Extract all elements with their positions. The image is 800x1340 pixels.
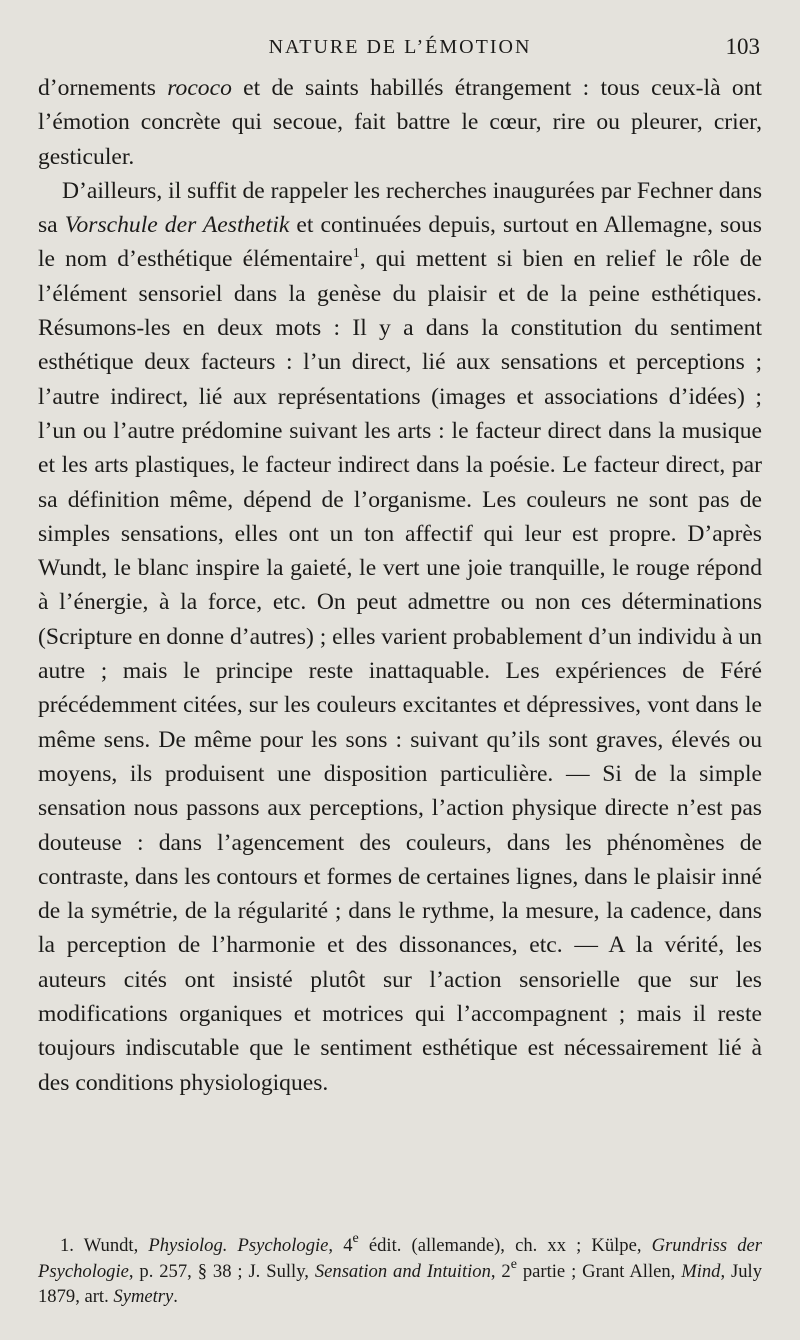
p2-italic-title: Vorschule der Aesthetik xyxy=(64,212,290,239)
page-number: 103 xyxy=(725,34,760,59)
fn-italic-5: Symetry xyxy=(113,1286,174,1307)
fn-text-2: , 4 xyxy=(328,1235,353,1256)
fn-text-1: 1. Wundt, xyxy=(60,1235,149,1256)
fn-italic-2: Grundriss der Psychologie xyxy=(38,1235,762,1282)
footnote-reference[interactable]: 1 xyxy=(352,246,360,262)
fn-text-3: édit. (allemande), ch. xx ; Külpe, xyxy=(358,1235,652,1256)
p1-italic-rococo: rococo xyxy=(167,75,232,101)
p1-text-2: et de saints habillés étrangement : tous ceux-là ont l’émotion concrète qui secoue, fait battre le cœur, rire ou pleurer, crier, gesticuler. xyxy=(38,75,762,170)
fn-text-7: , July 1879, art. xyxy=(38,1260,762,1307)
fn-text-5: , 2 xyxy=(490,1260,511,1282)
paragraph-1 xyxy=(38,71,762,174)
paragraph-2 xyxy=(38,174,762,1100)
fn-superscript-1: e xyxy=(352,1231,359,1246)
p2-text-2: et continuées depuis, surtout en Allemagne, sous le nom d’esthétique élémentaire xyxy=(38,212,762,273)
fn-italic-1: Physiolog. Psychologie xyxy=(148,1235,329,1256)
p1-text-1: d’ornements xyxy=(38,75,168,101)
fn-text-8: . xyxy=(173,1286,178,1307)
fn-text-4: , p. 257, § 38 ; J. Sully, xyxy=(128,1260,315,1282)
footnote-1 xyxy=(38,1233,762,1310)
fn-superscript-2: e xyxy=(510,1256,517,1272)
p2-text-3: , qui mettent si bien en relief le rôle de l’élément sensoriel dans la genèse du plaisir et de la peine esthétiques. Résumons-les en deux mots : Il y a dans la constitution du sentiment esthétique deux facteurs : l’un direct, lié aux sensations et perceptions ; l’autre indirect, lié aux représentations (images et associations d’idées) ; l’un ou l’autre prédomine suivant les arts : le facteur direct dans la musique et les arts plastiques, le facteur indirect dans la poésie. Le facteur direct, par sa définition même, dépend de l’organisme. Les couleurs ne sont pas de simples sensations, elles ont un ton affectif qui leur est propre. D’après Wundt, le blanc inspire la gaieté, le vert une joie tranquille, le rouge répond à l’énergie, à la force, etc. On peut admettre ou non ces déterminations (Scripture en donne d’autres) ; elles varient probablement d’un individu à un autre ; mais le principe reste inattaquable. Les expériences de Féré précédemment citées, sur les couleurs excitantes et dépressives, vont dans le même sens. De même pour les sons : suivant qu’ils sont graves, élevés ou moyens, ils produisent une disposition particulière. — Si de la simple sensation nous passons aux perceptions, l’action physique directe n’est pas douteuse : dans l’agencement des couleurs, dans les phénomènes de contraste, dans les contours et formes de certaines lignes, dans le plaisir inné de la symétrie, de la régularité ; dans le rythme, la mesure, la cadence, dans la perception de l’harmonie et des dissonances, etc. — A la vérité, les auteurs cités ont insisté plutôt sur l’action sensorielle que sur les modifications organiques et motrices qui l’accompagnent ; mais il reste toujours indiscutable que le sentiment esthétique est nécessairement lié à des conditions physiologiques. xyxy=(38,246,762,1096)
running-title: NATURE DE L’ÉMOTION xyxy=(268,36,532,58)
fn-italic-4: Mind xyxy=(681,1260,721,1282)
p2-text-1: D’ailleurs, il suffit de rappeler les recherches inaugurées par Fechner dans sa xyxy=(38,177,762,239)
body-text xyxy=(38,71,762,1100)
running-head xyxy=(38,34,762,64)
fn-italic-3: Sensation and Intuition xyxy=(314,1260,491,1282)
fn-text-6: partie ; Grant Allen, xyxy=(516,1260,682,1282)
footnotes xyxy=(38,1233,762,1310)
